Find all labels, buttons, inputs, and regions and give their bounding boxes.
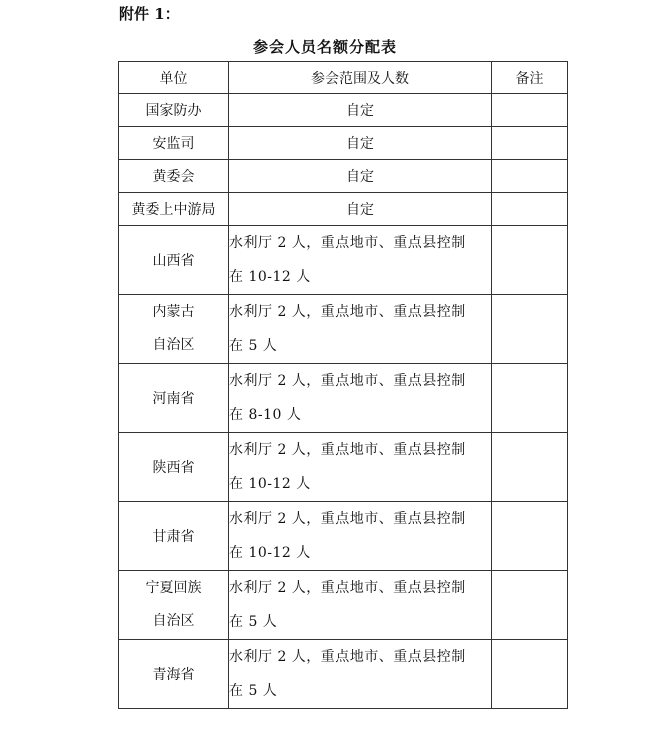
table-row [119,502,568,571]
unit-cell [119,295,229,364]
remarks-cell [492,193,568,226]
table-title: 参会人员名额分配表 [252,38,397,56]
unit-cell: 山西省 [119,226,229,295]
remarks-cell [492,640,568,709]
scope-cell [229,364,492,433]
unit-cell: 甘肃省 [119,502,229,571]
header-remarks: 备注 [492,62,568,94]
scope-line: 在 10-12 人 [229,476,311,492]
scope-line: 在 10-12 人 [229,269,311,285]
scope-cell [229,640,492,709]
unit-line: 宁夏回族 [145,580,202,596]
unit-cell: 黄委上中游局 [119,193,229,226]
table-row [119,94,568,127]
remarks-cell [492,295,568,364]
scope-line: 在 8-10 人 [229,407,302,423]
remarks-cell [492,226,568,295]
unit-line: 内蒙古 [152,304,195,320]
scope-cell [229,502,492,571]
scope-line: 在 5 人 [229,614,278,630]
scope-cell: 自定 [229,193,492,226]
scope-line: 水利厅 2 人，重点地市、重点县控制 [229,511,466,527]
scope-cell: 自定 [229,160,492,193]
table-row [119,160,568,193]
remarks-cell [492,160,568,193]
scope-line: 水利厅 2 人，重点地市、重点县控制 [229,442,466,458]
scope-line: 在 10-12 人 [229,545,311,561]
unit-line: 自治区 [152,613,195,629]
unit-line: 自治区 [152,337,195,353]
table-row [119,127,568,160]
scope-line: 水利厅 2 人，重点地市、重点县控制 [229,235,466,251]
table-row [119,295,568,364]
table-row [119,433,568,502]
remarks-cell [492,364,568,433]
unit-cell: 黄委会 [119,160,229,193]
scope-line: 水利厅 2 人，重点地市、重点县控制 [229,649,466,665]
remarks-cell [492,433,568,502]
scope-cell: 自定 [229,94,492,127]
remarks-cell [492,127,568,160]
attachment-label: 附件 1： [119,5,180,23]
table-header-row [119,62,568,94]
table-row [119,571,568,640]
unit-cell: 陕西省 [119,433,229,502]
scope-cell [229,433,492,502]
table-row [119,640,568,709]
remarks-cell [492,94,568,127]
remarks-cell [492,502,568,571]
scope-cell: 自定 [229,127,492,160]
scope-cell [229,226,492,295]
table-row [119,364,568,433]
scope-cell [229,571,492,640]
scope-line: 在 5 人 [229,683,278,699]
remarks-cell [492,571,568,640]
scope-line: 水利厅 2 人，重点地市、重点县控制 [229,580,466,596]
table-row [119,193,568,226]
unit-cell: 河南省 [119,364,229,433]
header-scope: 参会范围及人数 [229,62,492,94]
scope-line: 水利厅 2 人，重点地市、重点县控制 [229,304,466,320]
scope-cell [229,295,492,364]
unit-cell [119,571,229,640]
scope-line: 在 5 人 [229,338,278,354]
unit-cell: 青海省 [119,640,229,709]
scope-line: 水利厅 2 人，重点地市、重点县控制 [229,373,466,389]
quota-table [118,61,568,709]
unit-cell: 国家防办 [119,94,229,127]
unit-cell: 安监司 [119,127,229,160]
header-unit: 单位 [119,62,229,94]
table-row [119,226,568,295]
